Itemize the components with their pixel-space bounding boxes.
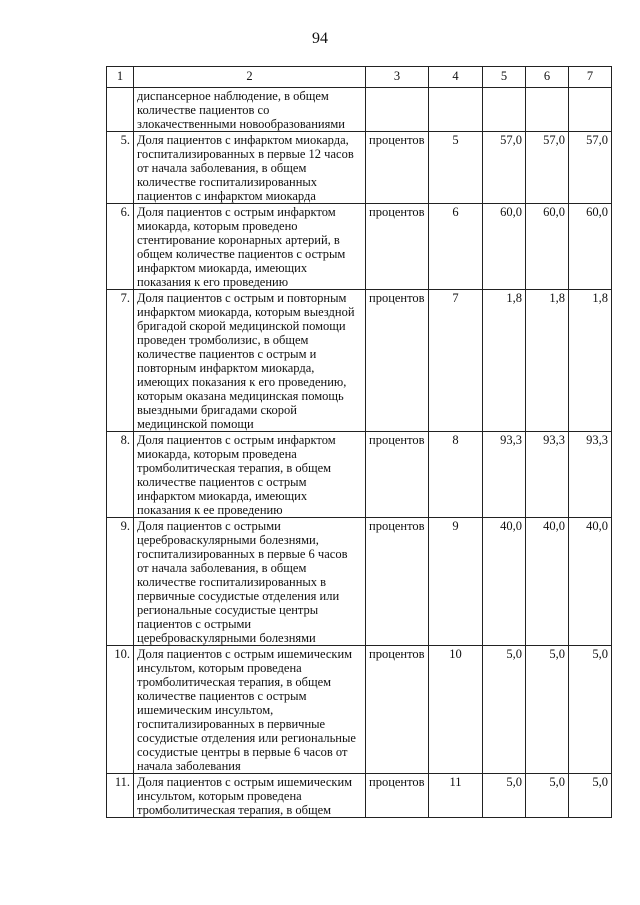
value-cell: 5,0 [569,646,612,774]
column-header: 5 [483,67,526,88]
value-cell: 57,0 [483,132,526,204]
table-row [107,132,612,204]
value-cell [526,88,569,132]
table-row [107,290,612,432]
unit-cell: процентов [366,774,429,818]
column-header: 4 [429,67,483,88]
value-cell: 93,3 [483,432,526,518]
code-cell: 5 [429,132,483,204]
indicator-description: Доля пациентов с острым и повторным инфарктом миокарда, которым выездной бригадой скорой медицинской помощи проведен тромболизис, в общем количестве пациентов с острым и повторным инфарктом миокарда, имеющих показания к его проведению, которым оказана медицинская помощь выездными бригадами скорой медицинской помощи [134,290,366,432]
table-row [107,518,612,646]
value-cell: 5,0 [526,774,569,818]
value-cell [483,88,526,132]
unit-cell: процентов [366,646,429,774]
unit-cell: процентов [366,518,429,646]
value-cell: 5,0 [483,774,526,818]
code-cell: 7 [429,290,483,432]
column-header: 6 [526,67,569,88]
indicators-table [106,66,612,818]
value-cell: 5,0 [526,646,569,774]
unit-cell: процентов [366,432,429,518]
unit-cell: процентов [366,204,429,290]
row-number: 10. [107,646,134,774]
code-cell: 8 [429,432,483,518]
code-cell [429,88,483,132]
row-number: 9. [107,518,134,646]
value-cell: 60,0 [569,204,612,290]
row-number [107,88,134,132]
row-number: 7. [107,290,134,432]
column-header: 2 [134,67,366,88]
table-header-row [107,67,612,88]
column-header: 1 [107,67,134,88]
row-number: 11. [107,774,134,818]
value-cell: 40,0 [526,518,569,646]
unit-cell: процентов [366,132,429,204]
table-row [107,432,612,518]
code-cell: 6 [429,204,483,290]
table-row [107,774,612,818]
code-cell: 11 [429,774,483,818]
value-cell: 40,0 [483,518,526,646]
table-row [107,204,612,290]
indicator-description: Доля пациентов с острым ишемическим инсультом, которым проведена тромболитическая терапия, в общем количестве пациентов с острым ишемическим инсультом, госпитализированных в первичные сосудистые отделения или региональные сосудистые центры в первые 6 часов от начала заболевания [134,646,366,774]
column-header: 7 [569,67,612,88]
unit-cell [366,88,429,132]
unit-cell: процентов [366,290,429,432]
value-cell: 5,0 [483,646,526,774]
table-row [107,646,612,774]
indicator-description: Доля пациентов с острым инфарктом миокарда, которым проведена тромболитическая терапия, в общем количестве пациентов с острым инфарктом миокарда, имеющих показания к ее проведению [134,432,366,518]
row-number: 6. [107,204,134,290]
indicator-description: Доля пациентов с острым ишемическим инсультом, которым проведена тромболитическая терапия, в общем [134,774,366,818]
value-cell: 1,8 [483,290,526,432]
value-cell: 93,3 [526,432,569,518]
table-row [107,88,612,132]
row-number: 5. [107,132,134,204]
value-cell [569,88,612,132]
value-cell: 60,0 [526,204,569,290]
indicator-description: Доля пациентов с острыми цереброваскулярными болезнями, госпитализированных в первые 6 часов от начала заболевания, в общем количестве госпитализированных в первичные сосудистые отделения или региональные сосудистые центры пациентов с острыми цереброваскулярными болезнями [134,518,366,646]
indicator-description: диспансерное наблюдение, в общем количестве пациентов со злокачественными новообразованиями [134,88,366,132]
page-number: 94 [312,30,328,47]
code-cell: 10 [429,646,483,774]
row-number: 8. [107,432,134,518]
value-cell: 40,0 [569,518,612,646]
indicator-description: Доля пациентов с инфарктом миокарда, госпитализированных в первые 12 часов от начала заболевания, в общем количестве госпитализированных пациентов с инфарктом миокарда [134,132,366,204]
value-cell: 5,0 [569,774,612,818]
value-cell: 93,3 [569,432,612,518]
indicator-description: Доля пациентов с острым инфарктом миокарда, которым проведено стентирование коронарных артерий, в общем количестве пациентов с острым инфарктом миокарда, имеющих показания к его проведению [134,204,366,290]
value-cell: 57,0 [569,132,612,204]
column-header: 3 [366,67,429,88]
value-cell: 1,8 [526,290,569,432]
value-cell: 57,0 [526,132,569,204]
value-cell: 1,8 [569,290,612,432]
code-cell: 9 [429,518,483,646]
value-cell: 60,0 [483,204,526,290]
